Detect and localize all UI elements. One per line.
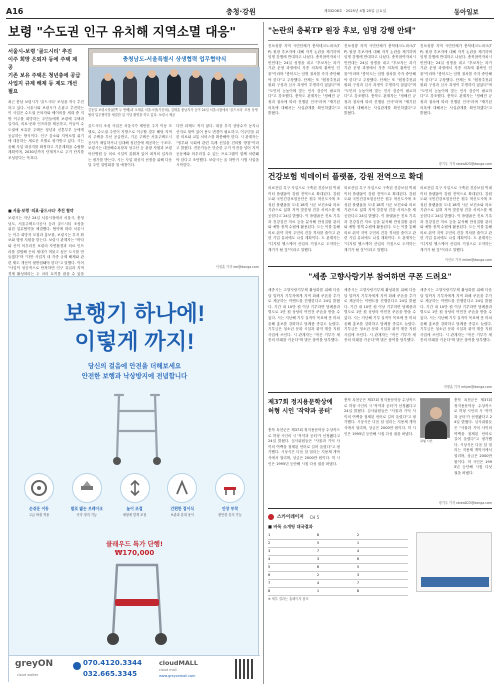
photo-caption: 김동일 보령시장(왼쪽 두 번째)과 오세훈 서울시장(가운데), 김태흠 충남지사 등이 24일 서울시청에서 '골드시티' 조성 상생협력 업무협약을 체결한 뒤 기념 촬영을 하고 있다. 보령시 제공 <box>88 108 258 117</box>
ad-sub-1: 당신의 걸음에 안전을 더해보세요 <box>87 362 182 370</box>
article5-headline: 제37회 정지용문학상에 허형 시인 '작약과 공터' <box>268 399 333 415</box>
person-figure <box>167 73 181 105</box>
article5-body-1: 충북 옥천군은 제37회 정지용문학상 수상작으로 허형 시인의 시 '작약과 공터'가 선정됐다고 24일 밝혔다. 심사위원들은 "사물과 기억 사이의 여백을 절제된 언어로 길어 올렸다"고 평가했다. 시상식은 다음 달 열리는 지용제 개막식에서 열리며, 상금은 2000만 원이다. 허 시인은 1995년 등단해 시집 다섯 권을 펴냈다. <box>268 428 340 466</box>
brand-logo: greyON <box>15 659 54 669</box>
feature-row <box>17 473 252 533</box>
cell: 4 <box>268 557 271 561</box>
feature-label: 안장 부착 <box>222 506 238 511</box>
feature-detail: 편안한 휴식 가능 <box>218 513 242 517</box>
article1-byline: 이정훈 기자 lee@donga.com <box>215 265 259 269</box>
ad-footer <box>9 655 260 683</box>
separator-5 <box>268 508 492 509</box>
photo-banner-text: 충청남도-서울특별시 상생협력 업무협약식 <box>122 57 227 63</box>
side-box-bar <box>421 577 489 587</box>
phone-number-1[interactable]: 070.4120.3344 <box>83 659 142 667</box>
feature-detail: 보관과 휴대 용이 <box>170 513 195 517</box>
separator-4 <box>268 392 492 393</box>
table-row <box>268 532 408 540</box>
mall-logo: cloudMALL <box>159 659 198 667</box>
results-box <box>268 512 492 682</box>
height-icon <box>120 473 150 503</box>
feature-label: 높이 조절 <box>126 506 143 511</box>
cell: 1 <box>356 541 360 545</box>
brand-sub: cloud walker <box>17 673 39 677</box>
feature-item <box>113 473 157 533</box>
masthead <box>6 6 494 18</box>
feature-detail: 즉각 정지 기능 <box>76 513 97 517</box>
article3-body-2: 의료산업 특구 사업으로 구축된 건강보험 빅데이터 플랫폼이 강원 전역으로 확대된다. 강원도와 국민건강보험공단은 원주 혁신도시에 조성된 플랫폼을 도내 18개 시군 보건소와 의료기관으로 넓혀 지역 맞춤형 건강 서비스를 제공한다고 24일 밝혔다. 이 플랫폼은 진료 기록과 건강검진 자료 등을 분석해 만성질환 관리와 예방 정책 수립에 활용된다. 도는 이를 통해 의료 취약 지역 주민의 건강 격차를 줄이고 관련 기업 유치에도 나설 계획이다. 도 관계자는 "디지털 헬스케어 산업의 거점으로 도약하는 계기가 될 것"이라고 말했다. <box>344 186 416 252</box>
mall-url[interactable]: www.greyonmall.com <box>159 674 196 678</box>
seat-icon <box>215 473 245 503</box>
cell: 8 <box>356 589 360 593</box>
person-figure <box>101 77 115 105</box>
page-number: A16 <box>6 7 24 16</box>
cell: 2 <box>316 573 320 577</box>
article5-body-3: 충북 옥천군은 제37회 정지용문학상 수상작으로 허형 시인의 시 '작약과 공터'가 선정됐다고 24일 밝혔다. 심사위원들은 "사물과 기억 사이의 여백을 절제된 언어로 길어 올렸다"고 평가했다. 시상식은 다음 달 열리는 지용제 개막식에서 열리며, 상금은 2000만 원이다. 허 시인은 1995년 등단해 시집 다섯 권을 펴냈다. <box>454 398 492 475</box>
article1-rule <box>8 44 258 45</box>
article1-headline: 보령 "수도권 인구 유치해 지역소멸 대응" <box>8 24 236 39</box>
section-title: 충청·강원 <box>226 8 256 16</box>
date-line: 제33208호 · 2025년 4월 25일 금요일 <box>324 9 387 13</box>
table-side-box <box>416 532 492 592</box>
cell: 6 <box>268 573 271 577</box>
feature-item <box>17 473 61 533</box>
ad-headline-1: 보행기 하나에! <box>64 301 205 326</box>
price-value: ₩170,000 <box>114 549 155 557</box>
phone-icon <box>73 662 81 670</box>
person-head <box>214 72 222 80</box>
feature-label: 손쉬운 이동 <box>29 506 49 511</box>
walker-seat-image <box>105 561 169 647</box>
article1-subhead: ■ 서울·보령 '의료·골드시티' 추진 협약 <box>8 208 74 213</box>
ceremony-photo <box>88 48 259 106</box>
person-figure <box>189 74 203 105</box>
table-row <box>268 564 408 572</box>
cell: 7 <box>268 581 271 585</box>
article4-byline: 지명훈 기자 mhjee@donga.com <box>443 385 492 389</box>
article2-body-1: 진보성향 지역 시민단체가 충북테크노파크(TP) 원장 후보자에 대해 자격 논란을 제기하며 임명 강행에 반대하고 나섰다. 충북참여자치시민연대는 24일 성명을 내고 "후보자는 과거 기관 운영 과정에서 각종 의혹에 휩싸인 인물"이라며 "충북도는 임명 절차를 즉각 중단해야 한다"고 주장했다. 단체는 또 "원장추천위원회 구성과 심사 과정이 투명하지 않았다"며 "도민의 눈높이에 맞는 인사 검증이 필요하다"고 강조했다. 충북도 관계자는 "정해진 규정과 절차에 따라 진행된 인사"라며 "제기된 의혹에 대해서는 사실관계를 확인하겠다"고 밝혔다. <box>268 44 340 116</box>
article2-body-2: 진보성향 지역 시민단체가 충북테크노파크(TP) 원장 후보자에 대해 자격 논란을 제기하며 임명 강행에 반대하고 나섰다. 충북참여자치시민연대는 24일 성명을 내고 "후보자는 과거 기관 운영 과정에서 각종 의혹에 휩싸인 인물"이라며 "충북도는 임명 절차를 즉각 중단해야 한다"고 주장했다. 단체는 또 "원장추천위원회 구성과 심사 과정이 투명하지 않았다"며 "도민의 눈높이에 맞는 인사 검증이 필요하다"고 강조했다. 충북도 관계자는 "정해진 규정과 절차에 따라 진행된 인사"라며 "제기된 의혹에 대해서는 사실관계를 확인하겠다"고 밝혔다. <box>344 44 416 116</box>
table-channel: CH 5 <box>309 514 320 520</box>
article4-body-2: 세종시는 고향사랑기부제 활성화를 위해 다음 달 말까지 기부자에게 지역 화폐 쿠폰을 추가로 제공하는 이벤트를 진행한다고 24일 밝혔다. 기간 내 10만 원 이상 기부하면 답례품과 별도로 1만 원 상당의 여민전 쿠폰을 받을 수 있다. 시는 지난해 기부 실적이 목표에 못 미쳐 올해 홍보를 강화하고 답례품 종류도 늘렸다. 기부금은 청소년 문화 시설과 취약 계층 지원 사업에 쓰인다. 시 관계자는 "작은 기부가 세종의 미래를 키운다"며 많은 참여를 당부했다. <box>344 288 416 343</box>
poet-portrait <box>420 398 450 438</box>
table-brand-name: 스카이레이저 <box>277 515 304 520</box>
feature-detail: 고급 바퀴 적용 <box>28 513 50 517</box>
poet-body <box>425 421 447 439</box>
table-row <box>268 540 408 548</box>
person-figure <box>123 75 137 105</box>
article2-body-3: 진보성향 지역 시민단체가 충북테크노파크(TP) 원장 후보자에 대해 자격 논란을 제기하며 임명 강행에 반대하고 나섰다. 충북참여자치시민연대는 24일 성명을 내고 "후보자는 과거 기관 운영 과정에서 각종 의혹에 휩싸인 인물"이라며 "충북도는 임명 절차를 즉각 중단해야 한다"고 주장했다. 단체는 또 "원장추천위원회 구성과 심사 과정이 투명하지 않았다"며 "도민의 눈높이에 맞는 인사 검증이 필요하다"고 강조했다. 충북도 관계자는 "정해진 규정과 절차에 따라 진행된 인사"라며 "제기된 의혹에 대해서는 사실관계를 확인하겠다"고 밝혔다. <box>420 44 492 116</box>
article4-body-3: 세종시는 고향사랑기부제 활성화를 위해 다음 달 말까지 기부자에게 지역 화폐 쿠폰을 추가로 제공하는 이벤트를 진행한다고 24일 밝혔다. 기간 내 10만 원 이상 기부하면 답례품과 별도로 1만 원 상당의 여민전 쿠폰을 받을 수 있다. 시는 지난해 기부 실적이 목표에 못 미쳐 올해 홍보를 강화하고 답례품 종류도 늘렸다. 기부금은 청소년 문화 시설과 취약 계층 지원 사업에 쓰인다. 시 관계자는 "작은 기부가 세종의 미래를 키운다"며 많은 참여를 당부했다. <box>420 288 492 343</box>
cell: 5 <box>316 541 320 545</box>
article3-body-1: 의료산업 특구 사업으로 구축된 건강보험 빅데이터 플랫폼이 강원 전역으로 확대된다. 강원도와 국민건강보험공단은 원주 혁신도시에 조성된 플랫폼을 도내 18개 시군 보건소와 의료기관으로 넓혀 지역 맞춤형 건강 서비스를 제공한다고 24일 밝혔다. 이 플랫폼은 진료 기록과 건강검진 자료 등을 분석해 만성질환 관리와 예방 정책 수립에 활용된다. 도는 이를 통해 의료 취약 지역 주민의 건강 격차를 줄이고 관련 기업 유치에도 나설 계획이다. 도 관계자는 "디지털 헬스케어 산업의 거점으로 도약하는 계기가 될 것"이라고 말했다. <box>268 186 340 252</box>
column-divider <box>263 22 264 684</box>
cell: 5 <box>356 565 360 569</box>
ad-headline-2: 이렇게 까지! <box>74 329 195 354</box>
article3-body-3: 의료산업 특구 사업으로 구축된 건강보험 빅데이터 플랫폼이 강원 전역으로 확대된다. 강원도와 국민건강보험공단은 원주 혁신도시에 조성된 플랫폼을 도내 18개 시군 보건소와 의료기관으로 넓혀 지역 맞춤형 건강 서비스를 제공한다고 24일 밝혔다. 이 플랫폼은 진료 기록과 건강검진 자료 등을 분석해 만성질환 관리와 예방 정책 수립에 활용된다. 도는 이를 통해 의료 취약 지역 주민의 건강 격차를 줄이고 관련 기업 유치에도 나설 계획이다. 도 관계자는 "디지털 헬스케어 산업의 거점으로 도약하는 계기가 될 것"이라고 말했다. <box>420 186 492 252</box>
cell: 6 <box>356 557 360 561</box>
cell: 4 <box>316 581 320 585</box>
walker-image <box>109 389 165 467</box>
brake-icon <box>72 473 102 503</box>
table-row <box>268 572 408 580</box>
article4-body-1: 세종시는 고향사랑기부제 활성화를 위해 다음 달 말까지 기부자에게 지역 화폐 쿠폰을 추가로 제공하는 이벤트를 진행한다고 24일 밝혔다. 기간 내 10만 원 이상 기부하면 답례품과 별도로 1만 원 상당의 여민전 쿠폰을 받을 수 있다. 시는 지난해 기부 실적이 목표에 못 미쳐 올해 홍보를 강화하고 답례품 종류도 늘렸다. 기부금은 청소년 문화 시설과 취약 계층 지원 사업에 쓰인다. 시 관계자는 "작은 기부가 세종의 미래를 키운다"며 많은 참여를 당부했다. <box>268 288 340 343</box>
feature-label: 간편한 접이식 <box>170 506 194 511</box>
table-title: ■ 바둑 소개팅 대국결과 <box>268 524 313 529</box>
person-head <box>236 73 244 81</box>
person-head <box>126 71 134 79</box>
feature-item <box>208 473 252 533</box>
cell: 8 <box>268 589 271 593</box>
person-head <box>148 70 156 78</box>
article2-rule <box>268 40 492 41</box>
cell: 3 <box>356 573 360 577</box>
person-head <box>170 69 178 77</box>
table-row <box>268 556 408 564</box>
article1-body-1: 최근 충남 보령시가 '골드시티' 조성을 적극 추진하고 있다. 서울시와 보령시가 손잡고 추진하는 이 사업은 수도권 은퇴자와 베이비붐 세대 중 지방 이주를 희망하는 주민들에게 보령에 주택과 일자리, 의료·문화 인프라를 제공하고, 이들이 수도권에 보유한 주택은 청년과 신혼부부 등에게 공급하는 방식이다. 인구 감소와 지역소멸 위기에 대응하는 새로운 모델로 평가받고 있다. 시는 올해 사업 대상지를 확정하고 기본계획을 수립할 계획이며, 2030년까지 단계적으로 주거 단지를 조성한다는 목표다. <box>8 100 84 160</box>
cell: 8 <box>316 533 320 537</box>
fold-icon <box>167 473 197 503</box>
qr-code <box>235 659 255 679</box>
separator-2 <box>268 168 492 169</box>
masthead-rule <box>6 18 494 19</box>
person-figure <box>145 74 159 105</box>
poet-head <box>430 407 442 419</box>
person-figure <box>211 76 225 105</box>
feature-item <box>160 473 204 533</box>
cell: 4 <box>356 549 360 553</box>
mall-sub: cloud mall <box>159 668 177 672</box>
cell: 2 <box>356 533 360 537</box>
paper-name: 동아일보 <box>454 8 479 16</box>
feature-detail: 체형에 맞게 조절 <box>122 513 147 517</box>
walker-advertisement[interactable] <box>8 276 259 682</box>
article1-body-4: 다만 과제도 적지 않다. 대상 부지 상당수가 농지나 산지로 묶여 있어 용도 변경이 필요하고, 이주민을 위한 의료와 교통 서비스를 확충해야 한다. 시 관계자는 "정부와 국회에 관련 특례 신설을 건의할 방침"이라고 밝혔다. 전문가들은 단순한 주거 이전을 넘어 지역 공동체와 어우러질 수 있는 프로그램이 함께 마련돼야 한다고 조언했다. 보령시는 올 하반기 시범 사업을 시작한다. <box>176 124 259 168</box>
article1-body-2: 보령시는 지난 24일 서울시청에서 서울시, 충청남도, 서울주택도시공사 등과 골드시티 조성을 위한 업무협약을 체결했다. 협약에 따라 서울시는 이주 희망자 모집과 홍보를, 보령시는 부지 확보와 행정 지원을 맡는다. 보령시 관계자는 "바다와 산이 어우러진 보령의 자연환경과 의료 인프라를 결합해 은퇴 세대가 머물고 싶은 도시를 만들겠다"며 "다만 사업지 내 각종 규제 해제와 관련 제도 개선이 뒷받침돼야 한다"고 말했다. 이어 "사업이 성공적으로 안착하면 인구 유입과 지역경제 활성화라는 두 마리 토끼를 잡을 수 있을 <box>8 216 84 276</box>
result-table <box>268 532 408 596</box>
cell: 7 <box>356 581 360 585</box>
feature-item <box>65 473 109 533</box>
article2-byline: 장기우 기자 straw825@donga.com <box>438 162 492 166</box>
article3-headline: 건강보험 빅데이터 플랫폼, 강원 전역으로 확대 <box>268 172 424 181</box>
table-footer: ※ 세부 결과는 홈페이지 참조 <box>268 597 309 601</box>
cell: 3 <box>316 557 320 561</box>
person-figure <box>233 77 247 105</box>
table-row <box>268 548 408 556</box>
table-brand <box>268 512 492 522</box>
cell: 6 <box>316 565 320 569</box>
phone-number-2[interactable]: 032.665.3345 <box>83 670 138 678</box>
cell: 3 <box>268 549 271 553</box>
price-label: 클래우드 특가 단행! <box>106 540 163 548</box>
article4-headline: "세종 고향사랑기부 참여하면 쿠폰 드려요" <box>308 272 452 281</box>
table-row <box>268 588 408 596</box>
cell: 2 <box>268 541 271 545</box>
person-head <box>192 70 200 78</box>
article1-lead: 서울시-보령 '골드시티' 추진 이주 희망 은퇴자 등에 주택 제공 기존 보유 주택은 청년층에 공급 사업지 규제 해제 등 제도 개선 필요 <box>8 49 81 95</box>
article5-byline: 장기우 기자 straw825@donga.com <box>438 501 492 505</box>
ad-sub-2: 안전한 보행과 낙상방지에 전념합니다 <box>81 372 188 380</box>
person-head <box>104 73 112 81</box>
table-row <box>268 580 408 588</box>
article2-headline: "논란의 충북TP 원장 후보, 임명 강행 안돼" <box>268 26 416 35</box>
feature-label: 발로 밟는 브레이크 <box>70 506 103 511</box>
article3-byline: 이인모 기자 imlee@donga.com <box>444 258 492 262</box>
cell: 1 <box>316 589 320 593</box>
cell: 5 <box>268 565 271 569</box>
cell: 1 <box>268 533 271 537</box>
brand-dot-icon <box>268 514 274 520</box>
article5-body-2: 충북 옥천군은 제37회 정지용문학상 수상작으로 허형 시인의 시 '작약과 공터'가 선정됐다고 24일 밝혔다. 심사위원들은 "사물과 기억 사이의 여백을 절제된 언어로 길어 올렸다"고 평가했다. 시상식은 다음 달 열리는 지용제 개막식에서 열리며, 상금은 2000만 원이다. 허 시인은 1995년 등단해 시집 다섯 권을 펴냈다. <box>344 398 416 436</box>
poet-caption: 허형 시인 <box>420 439 433 443</box>
photo-banner <box>93 53 256 65</box>
separator-3 <box>268 266 492 267</box>
wheel-icon <box>24 473 54 503</box>
article1-body-3: 골드시티 조성 사업은 서울시가 제안한 주거 이동 모델로, 수도권 주민이 지방으로 이주할 경우 해당 지역의 주택을 우선 공급받고, 기존 주택은 서울주택도시공사가 매입하거나 임대해 청년층에 제공하는 구조다. 보령시는 대천해수욕장과 성주산 등 관광 자원과 보령아산병원 등 의료 시설이 갖춰져 있어 최적의 입지라는 평가를 받는다. 시는 사업 대상지 선정을 위해 다음 달 주민 설명회를 열 예정이다. <box>88 124 172 168</box>
cell: 7 <box>316 549 320 553</box>
